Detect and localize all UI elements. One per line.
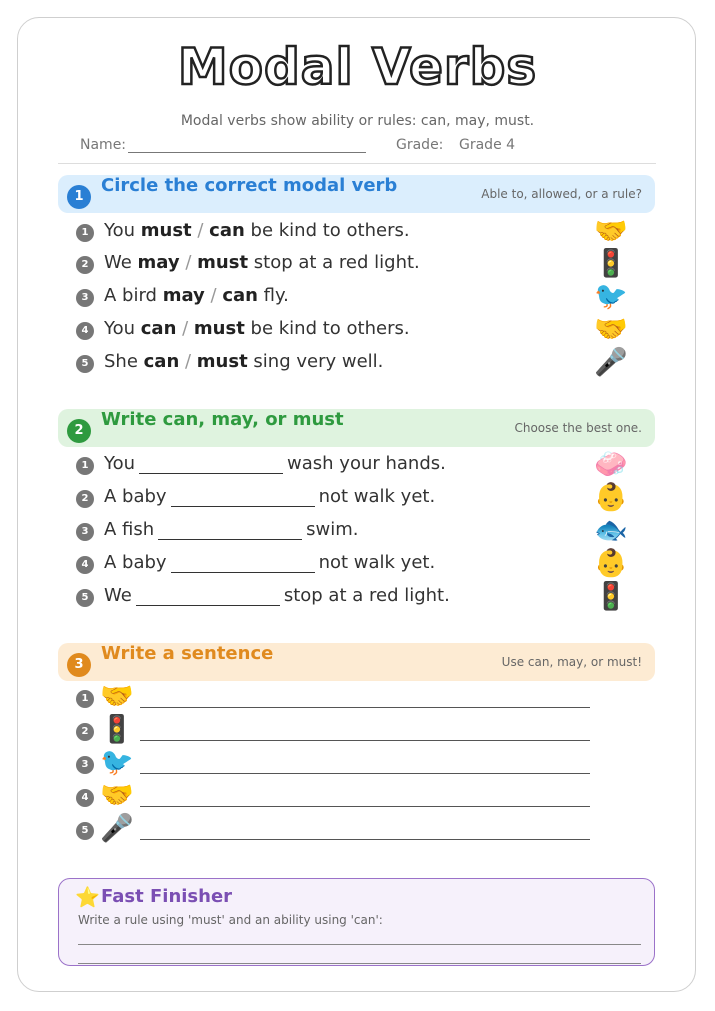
sentence-start: You	[104, 318, 141, 339]
microphone-icon: 🎤	[594, 347, 628, 378]
star-icon: ⭐	[75, 885, 100, 909]
sentence	[104, 220, 410, 241]
option-a[interactable]: may	[137, 252, 180, 273]
answer-line[interactable]	[140, 839, 590, 840]
name-line[interactable]	[128, 138, 366, 153]
microphone-icon: 🎤	[100, 813, 134, 844]
sentence-end: fly.	[257, 285, 289, 306]
option-a[interactable]: may	[162, 285, 205, 306]
sentence	[104, 453, 446, 474]
section-2-number: 2	[67, 419, 91, 443]
item-number: 3	[76, 756, 94, 774]
section-3-title: Write a sentence	[101, 643, 274, 664]
sentence	[104, 252, 420, 273]
option-b[interactable]: can	[209, 220, 245, 241]
bird-icon: 🐦	[594, 281, 628, 312]
option-b[interactable]: must	[193, 318, 245, 339]
item-number: 2	[76, 256, 94, 274]
sentence-end: be kind to others.	[244, 220, 410, 241]
item-number: 2	[76, 723, 94, 741]
section-3-hint: Use can, may, or must!	[501, 655, 642, 669]
fast-finisher-box	[58, 878, 655, 966]
answer-blank[interactable]	[158, 521, 302, 540]
sentence-start: A baby	[104, 552, 167, 573]
sentence-start: You	[104, 453, 136, 474]
handshake-icon: 🤝	[100, 780, 134, 811]
sentence-end: stop at a red light.	[283, 585, 450, 606]
item-number: 5	[76, 355, 94, 373]
item-number: 1	[76, 224, 94, 242]
option-separator: /	[191, 220, 210, 241]
item-number: 1	[76, 457, 94, 475]
sentence-start: You	[104, 220, 141, 241]
header-divider	[58, 163, 656, 164]
exercise-row	[76, 248, 636, 279]
exercise-row	[76, 281, 636, 312]
grade-value: Grade 4	[459, 137, 516, 153]
exercise-row	[76, 216, 636, 247]
baby-icon: 👶	[594, 548, 628, 579]
item-number: 1	[76, 690, 94, 708]
item-number: 4	[76, 789, 94, 807]
traffic-light-icon: 🚦	[594, 581, 628, 612]
item-number: 3	[76, 289, 94, 307]
sentence-end: swim.	[306, 519, 359, 540]
section-3-number: 3	[67, 653, 91, 677]
item-number: 4	[76, 322, 94, 340]
sentence	[104, 486, 435, 507]
bird-icon: 🐦	[100, 747, 134, 778]
sentence	[104, 552, 435, 573]
traffic-light-icon: 🚦	[594, 248, 628, 279]
sentence	[104, 285, 289, 306]
item-number: 5	[76, 589, 94, 607]
handshake-icon: 🤝	[594, 216, 628, 247]
exercise-row	[76, 314, 636, 345]
answer-blank[interactable]	[171, 488, 315, 507]
option-a[interactable]: must	[140, 220, 192, 241]
exercise-row	[76, 515, 636, 546]
option-a[interactable]: can	[143, 351, 180, 372]
soap-icon: 🧼	[594, 449, 628, 480]
sentence-start: A bird	[104, 285, 163, 306]
section-2-hint: Choose the best one.	[514, 421, 642, 435]
option-b[interactable]: must	[197, 252, 249, 273]
answer-line[interactable]	[140, 773, 590, 774]
sentence-end: stop at a red light.	[248, 252, 420, 273]
traffic-light-icon: 🚦	[100, 714, 134, 745]
option-separator: /	[204, 285, 223, 306]
answer-line[interactable]	[140, 707, 590, 708]
item-number: 2	[76, 490, 94, 508]
answer-line[interactable]	[78, 963, 641, 964]
section-1-hint: Able to, allowed, or a rule?	[481, 187, 642, 201]
option-separator: /	[179, 252, 198, 273]
exercise-row	[76, 548, 636, 579]
sentence-start: We	[104, 252, 138, 273]
option-b[interactable]: must	[196, 351, 248, 372]
sentence-start: A fish	[104, 519, 155, 540]
option-b[interactable]: can	[222, 285, 258, 306]
answer-line[interactable]	[78, 944, 641, 945]
answer-blank[interactable]	[136, 587, 280, 606]
sentence-end: not walk yet.	[318, 486, 436, 507]
fish-icon: 🐟	[594, 515, 628, 546]
handshake-icon: 🤝	[594, 314, 628, 345]
answer-line[interactable]	[140, 806, 590, 807]
option-separator: /	[179, 351, 197, 372]
section-2-title: Write can, may, or must	[101, 409, 344, 430]
page-subtitle: Modal verbs show ability or rules: can, may, must.	[180, 113, 535, 129]
sentence	[104, 519, 359, 540]
exercise-row	[76, 449, 636, 480]
page-title: Modal Verbs	[177, 38, 538, 96]
handshake-icon: 🤝	[100, 681, 134, 712]
section-1-number: 1	[67, 185, 91, 209]
sentence	[104, 585, 450, 606]
sentence-end: wash your hands.	[287, 453, 446, 474]
item-number: 5	[76, 822, 94, 840]
section-1-header	[58, 175, 655, 213]
sentence-end: sing very well.	[247, 351, 384, 372]
item-number: 3	[76, 523, 94, 541]
answer-blank[interactable]	[171, 554, 315, 573]
section-3-header	[58, 643, 655, 681]
option-a[interactable]: can	[140, 318, 177, 339]
fast-finisher-title: Fast Finisher	[101, 886, 233, 907]
name-label: Name:	[80, 137, 127, 153]
name-field[interactable]	[80, 137, 366, 153]
exercise-row	[76, 347, 636, 378]
item-number: 4	[76, 556, 94, 574]
baby-icon: 👶	[594, 482, 628, 513]
sentence-end: not walk yet.	[318, 552, 436, 573]
answer-line[interactable]	[140, 740, 590, 741]
grade-label: Grade:	[396, 137, 444, 153]
sentence-start: She	[104, 351, 144, 372]
exercise-row	[76, 581, 636, 612]
sentence	[104, 318, 410, 339]
exercise-row	[76, 482, 636, 513]
answer-blank[interactable]	[139, 455, 283, 474]
option-separator: /	[176, 318, 194, 339]
sentence	[104, 351, 383, 372]
section-1-title: Circle the correct modal verb	[101, 175, 398, 196]
sentence-end: be kind to others.	[244, 318, 410, 339]
sentence-start: A baby	[104, 486, 167, 507]
fast-finisher-prompt: Write a rule using 'must' and an ability using 'can':	[78, 913, 383, 927]
sentence-start: We	[104, 585, 132, 606]
section-2-header	[58, 409, 655, 447]
